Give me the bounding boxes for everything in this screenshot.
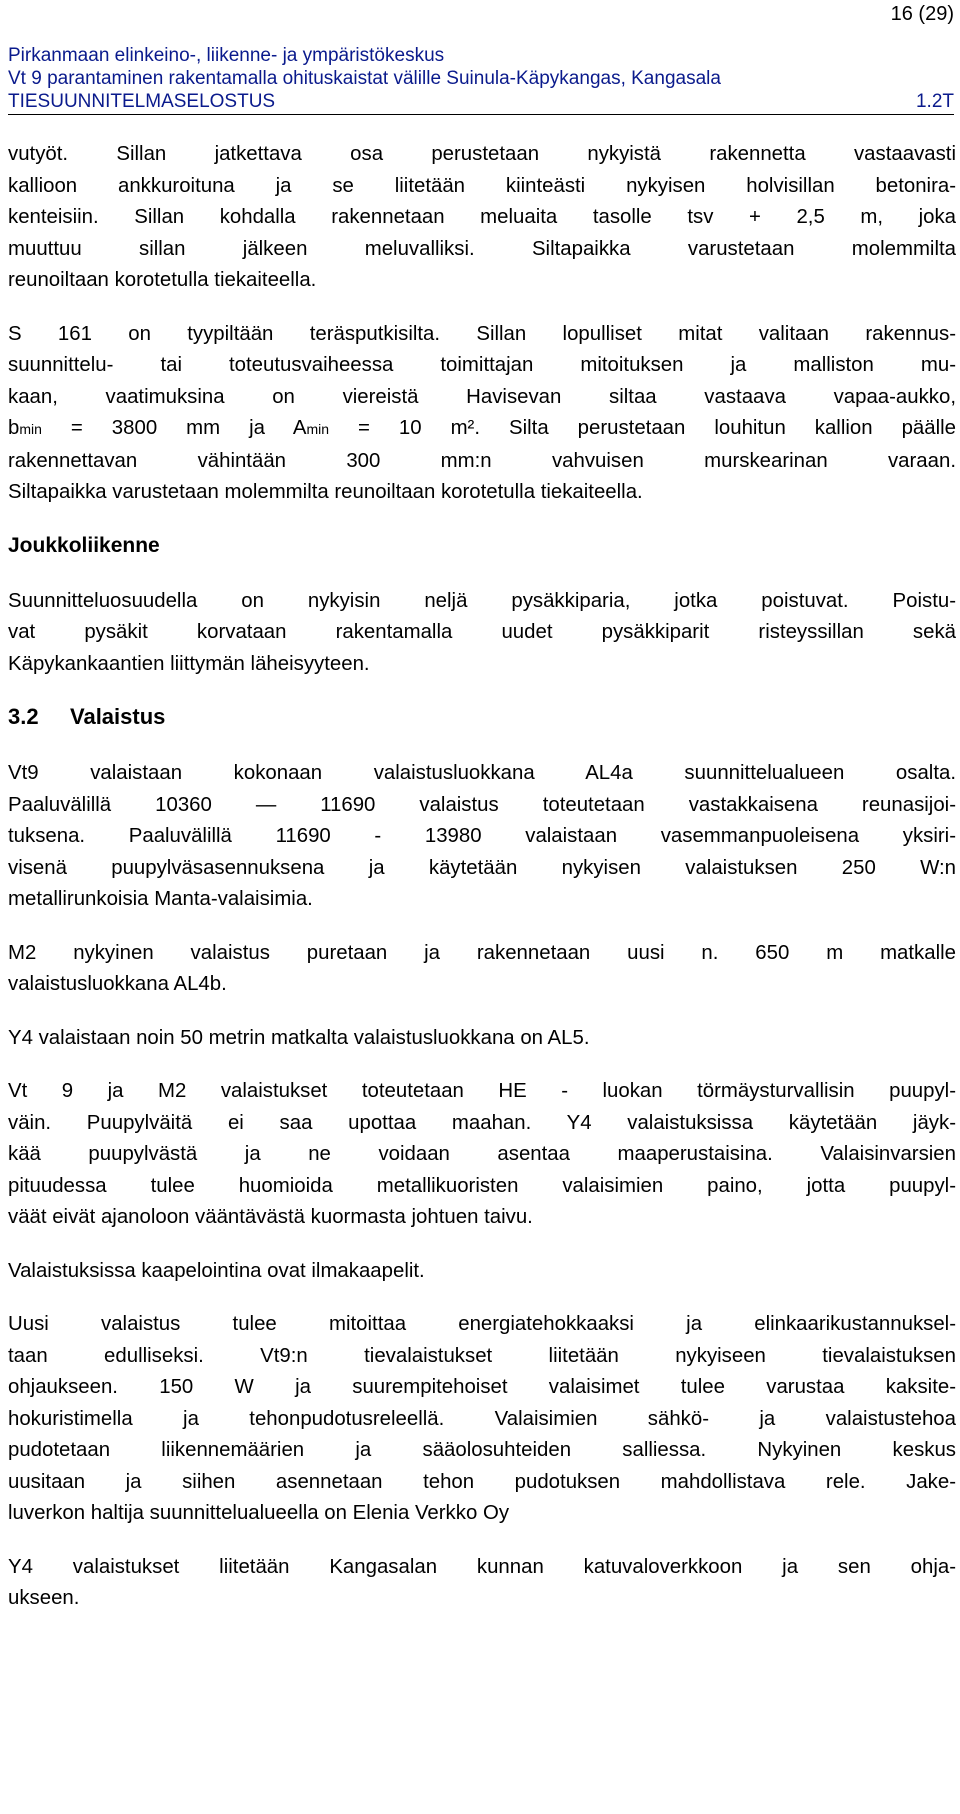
text-line: ukseen. bbox=[8, 1587, 80, 1609]
text-line: visenä puupylväsasennuksena ja käytetään nykyisen valaistuksen 250 W:n bbox=[8, 856, 956, 879]
text-line: Vt9 valaistaan kokonaan valaistusluokkana AL4a suunnittelualueen osalta. bbox=[8, 762, 956, 784]
page-number: 16 (29) bbox=[890, 3, 954, 25]
paragraph-y4-network bbox=[8, 1552, 956, 1615]
text-line-dimensions: bmin = 3800 mm ja Amin = 10 m². Silta perustetaan louhitun kallion päälle bbox=[8, 417, 956, 439]
text-line: kää puupylvästä ja ne voidaan asentaa maaperustaisina. Valaisinvarsien bbox=[8, 1143, 956, 1165]
text-line: väin. Puupylväitä ei saa upottaa maahan. Y4 valaistuksissa käytetään jäyk- bbox=[8, 1111, 956, 1134]
text-line: Y4 valaistaan noin 50 metrin matkalta valaistusluokkana on AL5. bbox=[8, 1026, 590, 1049]
header-doc-type: TIESUUNNITELMASELOSTUS bbox=[8, 91, 276, 112]
header-organization: Pirkanmaan elinkeino-, liikenne- ja ympäristökeskus bbox=[8, 45, 445, 66]
paragraph-cabling bbox=[8, 1256, 956, 1288]
section-title: Valaistus bbox=[70, 704, 166, 729]
document-body bbox=[8, 139, 956, 1637]
text-line: uusitaan ja siihen asennetaan tehon pudotuksen mahdollistava rele. Jake- bbox=[8, 1470, 956, 1493]
text-line: S 161 on tyypiltään teräsputkisilta. Sillan lopulliset mitat valitaan rakennus- bbox=[8, 322, 956, 345]
text-line: Suunnitteluosuudella on nykyisin neljä pysäkkiparia, jotka poistuvat. Poistu- bbox=[8, 589, 956, 612]
text-line: kenteisiin. Sillan kohdalla rakennetaan meluaita tasolle tsv + 2,5 m, joka bbox=[8, 206, 956, 228]
text-line: rakennettavan vähintään 300 mm:n vahvuisen murskearinan varaan. bbox=[8, 449, 956, 472]
text-line: kallioon ankkuroituna ja se liitetään kiinteästi nykyisen holvisillan betonira- bbox=[8, 174, 956, 197]
text-line: M2 nykyinen valaistus puretaan ja rakennetaan uusi n. 650 m matkalle bbox=[8, 941, 956, 964]
header-doc-row bbox=[8, 90, 954, 115]
paragraph-bridge-extension bbox=[8, 139, 956, 297]
paragraph-energy bbox=[8, 1309, 956, 1530]
text-line: pudotetaan liikennemäärien ja sääolosuhteiden salliessa. Nykyinen keskus bbox=[8, 1439, 956, 1461]
header-doc-code: 1.2T bbox=[915, 91, 954, 112]
text-line: väät eivät ajanoloon vääntävästä kuormasta johtuen taivu. bbox=[8, 1206, 533, 1228]
text-line: vutyöt. Sillan jatkettava osa perustetaan nykyistä rakennetta vastaavasti bbox=[8, 143, 956, 165]
paragraph-s161 bbox=[8, 319, 956, 509]
text-line: Paaluvälillä 10360 — 11690 valaistus toteutetaan vastakkaisena reunasijoi- bbox=[8, 793, 956, 816]
paragraph-y4-lighting bbox=[8, 1023, 956, 1055]
text-line: Käpykankaantien liittymän läheisyyteen. bbox=[8, 652, 370, 675]
text-line: luverkon haltija suunnittelualueella on Elenia Verkko Oy bbox=[8, 1502, 510, 1524]
text-line: vat pysäkit korvataan rakentamalla uudet pysäkkiparit risteyssillan sekä bbox=[8, 621, 956, 643]
paragraph-m2-lighting bbox=[8, 938, 956, 1001]
text-line: kaan, vaatimuksina on viereistä Havisevan siltaa vastaava vapaa-aukko, bbox=[8, 385, 956, 408]
text-line: suunnittelu- tai toteutusvaiheessa toimittajan mitoituksen ja malliston mu- bbox=[8, 354, 956, 376]
paragraph-public-transport bbox=[8, 586, 956, 681]
text-line: reunoiltaan korotetulla tiekaiteella. bbox=[8, 269, 317, 291]
text-line: metallirunkoisia Manta-valaisimia. bbox=[8, 888, 313, 910]
text-line: ohjaukseen. 150 W ja suurempitehoiset valaisimet tulee varustaa kaksite- bbox=[8, 1376, 956, 1398]
section-heading-valaistus bbox=[8, 702, 956, 732]
document-header bbox=[8, 44, 954, 115]
paragraph-poles bbox=[8, 1076, 956, 1234]
text-line: hokuristimella ja tehonpudotusreleellä. Valaisimien sähkö- ja valaistustehoa bbox=[8, 1407, 956, 1430]
header-project-title: Vt 9 parantaminen rakentamalla ohituskaistat välille Suinula-Käpykangas, Kangasala bbox=[8, 68, 721, 89]
paragraph-vt9-lighting bbox=[8, 758, 956, 916]
text-line: muuttuu sillan jälkeen meluvalliksi. Siltapaikka varustetaan molemmilta bbox=[8, 237, 956, 260]
text-line: taan edulliseksi. Vt9:n tievalaistukset liitetään nykyiseen tievalaistuksen bbox=[8, 1344, 956, 1367]
text-line: Y4 valaistukset liitetään Kangasalan kunnan katuvaloverkkoon ja sen ohja- bbox=[8, 1555, 956, 1578]
text-line: Valaistuksissa kaapelointina ovat ilmakaapelit. bbox=[8, 1259, 425, 1282]
text-line: pituudessa tulee huomioida metallikuoristen valaisimien paino, jotta puupyl- bbox=[8, 1174, 956, 1197]
section-number: 3.2 bbox=[8, 704, 39, 729]
text-line: valaistusluokkana AL4b. bbox=[8, 973, 227, 995]
text-line: tuksena. Paaluvälillä 11690 - 13980 valaistaan vasemmanpuoleisena yksiri- bbox=[8, 825, 956, 847]
text-line: Uusi valaistus tulee mitoittaa energiatehokkaaksi ja elinkaarikustannuksel- bbox=[8, 1313, 956, 1335]
text-line: Siltapaikka varustetaan molemmilta reunoiltaan korotetulla tiekaiteella. bbox=[8, 481, 643, 503]
text-line: Vt 9 ja M2 valaistukset toteutetaan HE - luokan törmäysturvallisin puupyl- bbox=[8, 1080, 956, 1102]
heading-joukkoliikenne: Joukkoliikenne bbox=[8, 533, 160, 557]
